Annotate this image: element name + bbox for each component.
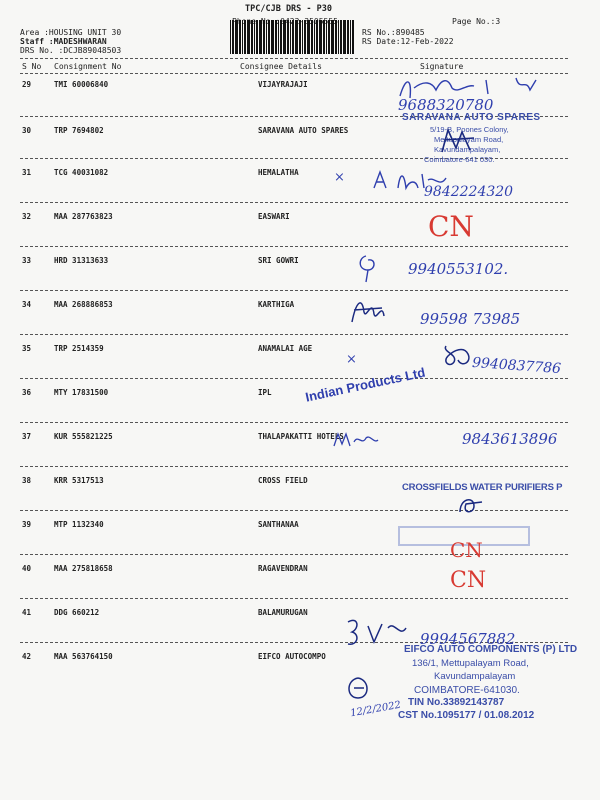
table-row [0,120,600,162]
row-sno: 33 [22,256,32,265]
barcode-bar [280,20,282,54]
signature-scribble [344,674,374,704]
row-consignment: KUR 555821225 [54,432,113,441]
barcode-bar [263,20,265,54]
barcode-bar [352,20,354,54]
cn-mark: CN [450,568,487,593]
row-consignment: TMI 60006840 [54,80,109,89]
barcode-bar [239,20,241,54]
row-sno: 39 [22,520,32,529]
row-sno: 34 [22,300,32,309]
cn-mark: CN [450,538,483,562]
row-consignee: CROSS FIELD [258,476,308,485]
row-consignee: IPL [258,388,272,397]
signature-scribble [440,126,480,156]
handwritten-phone: 9842224320 [424,184,514,200]
barcode-bar [316,20,318,54]
handwritten-phone: 9940837786 [471,354,562,378]
barcode-bar [350,20,351,54]
signature-scribble [356,252,382,284]
col-signature: Signature [420,62,464,71]
barcode-bar [259,20,262,54]
row-sno: 37 [22,432,32,441]
row-consignee: ANAMALAI AGE [258,344,313,353]
row-separator [20,598,568,599]
row-separator [20,466,568,467]
row-consignment: KRR 5317513 [54,476,104,485]
row-consignment: TCG 40031082 [54,168,109,177]
barcode-bar [323,20,325,54]
row-consignee: THALAPAKATTI HOTELS [258,432,344,441]
barcode-bar [307,20,310,54]
barcode-bar [340,20,342,54]
row-consignee: HEMALATHA [258,168,299,177]
row-consignment: DDG 660212 [54,608,100,617]
barcode-bar [275,20,277,54]
barcode-bar [299,20,301,54]
barcode-bar [266,20,267,54]
barcode-bar [235,20,238,54]
handwritten-phone: 9940553102. [408,260,509,278]
row-consignee: SRI GOWRI [258,256,299,265]
barcode-bar [331,20,334,54]
row-consignee: RAGAVENDRAN [258,564,308,573]
handwritten-phone: 9994567882 [420,630,516,648]
row-sno: 36 [22,388,32,397]
row-separator [20,554,568,555]
row-consignee: BALAMURUGAN [258,608,308,617]
barcode-bar [244,20,246,54]
company-stamp-title: EIFCO AUTO COMPONENTS (P) LTD [404,644,578,655]
row-separator [20,422,568,423]
row-consignment: HRD 31313633 [54,256,109,265]
handwritten-date: 12/2/2022 [349,699,402,720]
handwritten-phone: 9688320780 [398,96,494,114]
barcode-bar [230,20,231,54]
col-sno: S No [22,62,42,71]
barcode-bar [251,20,253,54]
row-separator [20,334,568,335]
barcode-bar [326,20,327,54]
row-consignee: EASWARI [258,212,290,221]
handwritten-phone: 99598 73985 [420,310,521,328]
barcode-bar [254,20,255,54]
stamp-address-line: Kavundampalayam, [434,145,501,154]
row-consignment: MAA 268886853 [54,300,113,309]
stamp-address-line: Coimbatore-641 030. [424,155,495,164]
barcode-bar [311,20,313,54]
row-separator [20,246,568,247]
row-separator [20,202,568,203]
signature-scribble [348,292,388,328]
row-consignee: SARAVANA AUTO SPARES [258,126,349,135]
stamp-tin: TIN No.33892143787 [408,697,505,708]
barcode-bar [302,20,303,54]
row-sno: 38 [22,476,32,485]
barcode-bar [247,20,250,54]
stamp-address-line: 136/1, Mettupalayam Road, [412,658,529,669]
table-row [0,206,600,248]
barcode-bar [232,20,234,54]
signature-scribble [332,430,382,450]
drs-number: DRS No. :DCJB89048503 [20,46,122,55]
barcode-bar [283,20,286,54]
row-consignment: TRP 2514359 [54,344,104,353]
company-stamp: CROSSFIELDS WATER PURIFIERS P [402,482,563,493]
row-consignment: MTY 17831500 [54,388,109,397]
barcode-bar [347,20,349,54]
row-separator [20,290,568,291]
row-consignee: SANTHANAA [258,520,299,529]
company-stamp-title: SARAVANA AUTO SPARES [402,112,541,123]
row-consignee: EIFCO AUTOCOMPO [258,652,326,661]
row-sno: 30 [22,126,32,135]
barcode-bar [338,20,339,54]
area-label: Area :HOUSING UNIT 30 [20,28,122,37]
barcode-bar [278,20,279,54]
col-consignment: Consignment No [54,62,122,71]
table-row [0,382,600,424]
barcode-bar [256,20,258,54]
signature-scribble [440,340,476,370]
row-separator [20,378,568,379]
barcode-bar [343,20,346,54]
barcode [228,20,356,54]
handwritten-phone: 9843613896 [462,430,558,448]
barcode-bar [314,20,315,54]
stamp-cst: CST No.1095177 / 01.08.2012 [398,710,535,721]
row-sno: 35 [22,344,32,353]
barcode-bar [335,20,337,54]
barcode-bar [242,20,243,54]
row-consignment: TRP 7694802 [54,126,104,135]
barcode-bar [295,20,298,54]
handwritten-mark: × [334,170,345,185]
barcode-bar [304,20,306,54]
row-consignment: MAA 275818658 [54,564,113,573]
stamp-address-line: COIMBATORE-641030. [414,685,520,696]
barcode-bar [292,20,294,54]
rs-number: RS No.:890485 [362,28,425,37]
page-number: Page No.:3 [452,17,501,26]
row-consignment: MTP 1132340 [54,520,104,529]
barcode-bar [290,20,291,54]
stamp-address-line: Mettupalayam Road, [434,135,504,144]
document-title: TPC/CJB DRS - P30 [245,4,332,14]
row-sno: 29 [22,80,32,89]
row-consignee: KARTHIGA [258,300,295,309]
row-sno: 32 [22,212,32,221]
row-consignment: MAA 563764150 [54,652,113,661]
stamp-address-line: 5/19-B, Poones Colony, [430,125,509,134]
row-sno: 31 [22,168,32,177]
row-sno: 40 [22,564,32,573]
cn-mark: CN [428,210,474,243]
company-stamp: Indian Products Ltd [304,364,427,405]
handwritten-mark: × [346,352,357,367]
table-row [0,558,600,600]
row-sno: 41 [22,608,32,617]
signature-scribble [456,494,486,516]
header-separator [20,58,568,59]
barcode-bar [328,20,330,54]
row-consignee: VIJAYRAJAJI [258,80,308,89]
barcode-bar [319,20,322,54]
row-sno: 42 [22,652,32,661]
row-consignment: MAA 287763823 [54,212,113,221]
barcode-bar [287,20,289,54]
col-consignee: Consignee Details [240,62,322,71]
barcode-bar [271,20,274,54]
staff-label: Staff :MADESHWARAN [20,37,107,46]
barcode-bar [268,20,270,54]
rs-date: RS Date:12-Feb-2022 [362,37,454,46]
table-row [0,250,600,292]
stamp-address-line: Kavundampalayam [434,671,516,682]
